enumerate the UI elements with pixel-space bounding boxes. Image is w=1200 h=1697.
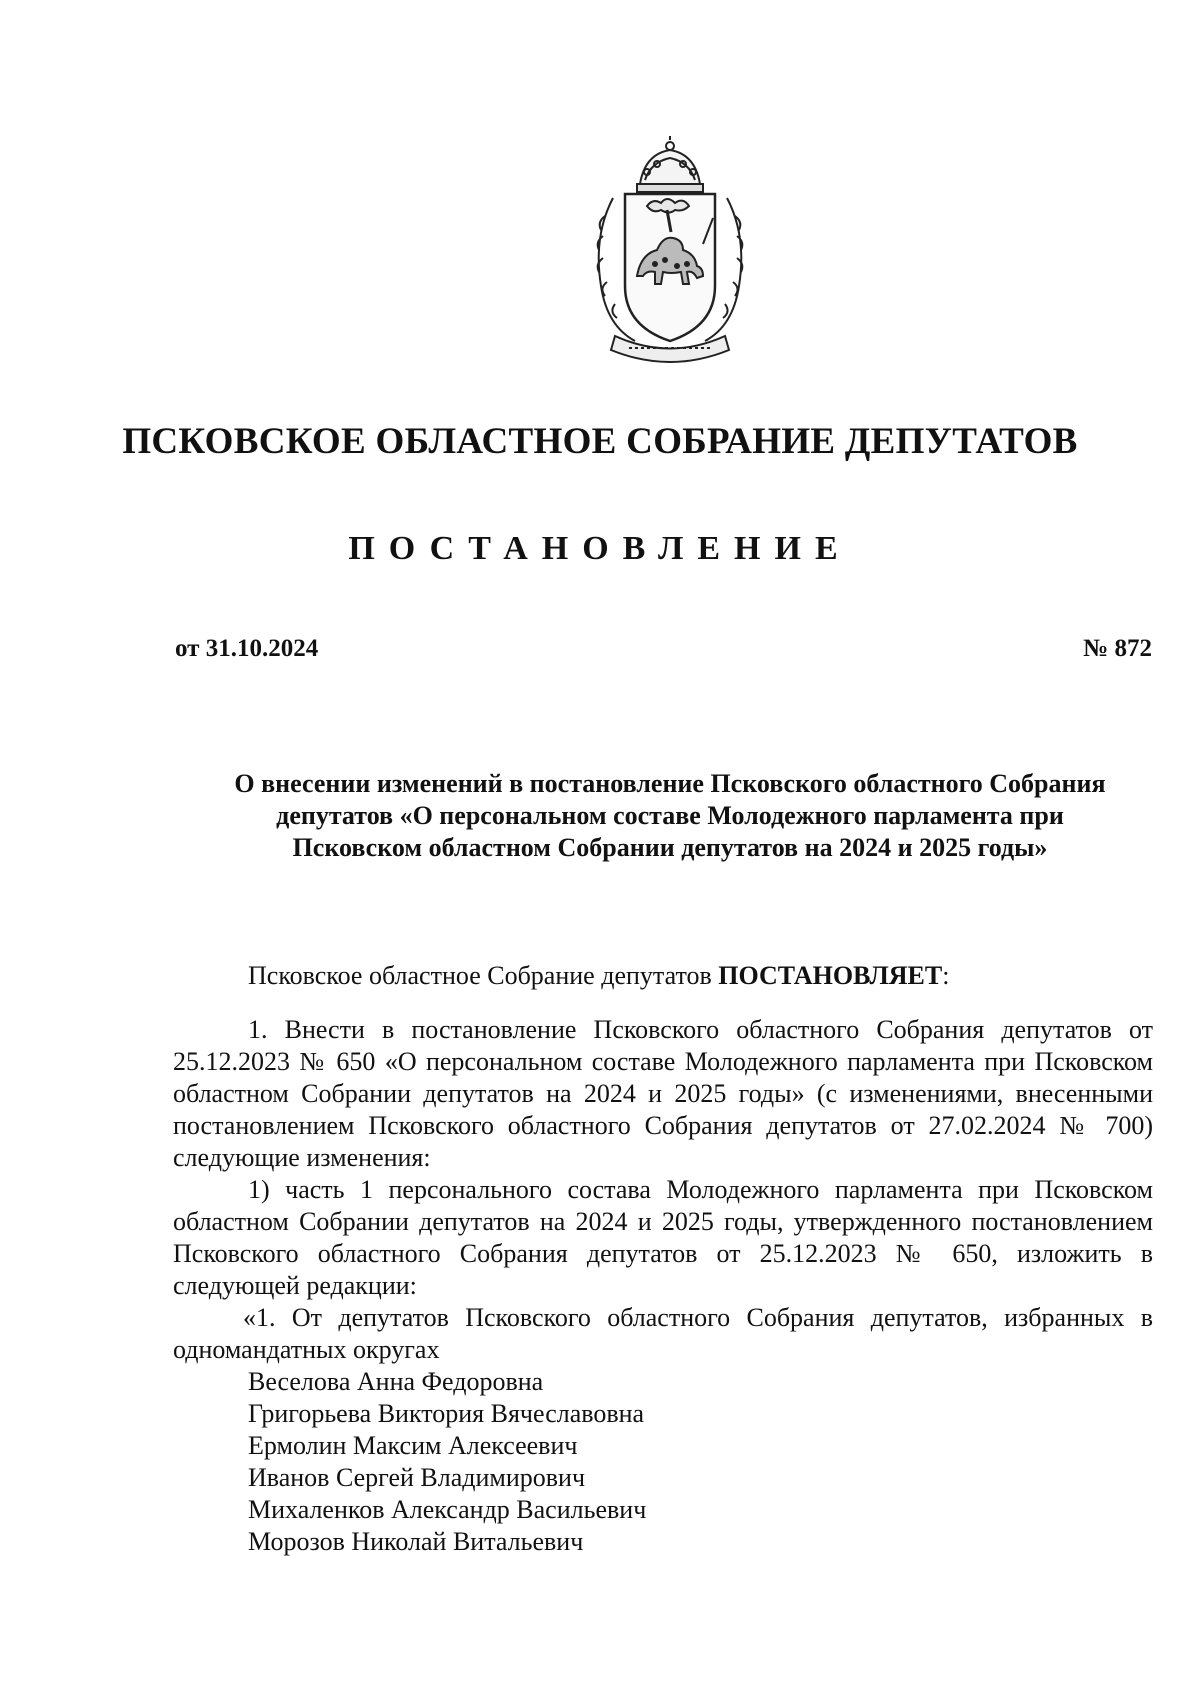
item-1: 1. Внести в постановление Псковского областного Собрания депутатов от 25.12.2023 № 650 «О персональном составе Молодежного парламента при Псковском областном Собрании депутатов на 2024 и 2025 годы» (с изменениями, внесенными постановлением Псковского областного Собрания депутатов от 27.02.2024 № 700) следующие изменения: [173,1015,1153,1172]
intro-tail: : [942,961,950,990]
subitem-1: 1) часть 1 персонального состава Молодежного парламента при Псковском областном Собрании депутатов на 2024 и 2025 годы, утвержденного постановлением Псковского областного Собрания депутатов от 25.12.2023 № 650, изложить в следующей редакции: [173,1175,1153,1300]
subject-line: депутатов «О персональном составе Молодежного парламента при [276,801,1064,830]
pskov-oblast-coat-of-arms-icon [585,136,755,376]
quoted-item: «1. От депутатов Псковского областного Собрания депутатов, избранных в одномандатных округах [173,1303,1153,1364]
names-list [173,1366,1153,1558]
intro-text: Псковское областное Собрание депутатов [248,961,719,990]
list-item: Иванов Сергей Владимирович [248,1463,586,1492]
document-type: ПОСТАНОВЛЕНИЕ [348,530,852,567]
subject-line: Псковском областном Собрании депутатов на 2024 и 2025 годы» [292,833,1048,862]
organization-title: ПСКОВСКОЕ ОБЛАСТНОЕ СОБРАНИЕ ДЕПУТАТОВ [122,421,1078,462]
list-item: Веселова Анна Федоровна [248,1367,544,1396]
intro-verb: ПОСТАНОВЛЯЕТ [718,961,943,990]
document-date: от 31.10.2024 [175,635,319,662]
document-number: № 872 [1083,635,1152,662]
list-item: Григорьева Виктория Вячеславовна [248,1399,645,1428]
document-subject [140,768,1200,864]
subject-line: О внесении изменений в постановление Псковского областного Собрания [234,769,1106,798]
list-item: Ермолин Максим Алексеевич [248,1431,578,1460]
list-item: Морозов Николай Витальевич [248,1527,584,1556]
resolution-intro [173,960,1153,992]
list-item: Михаленков Александр Васильевич [248,1495,647,1524]
document-body [173,960,1153,1558]
